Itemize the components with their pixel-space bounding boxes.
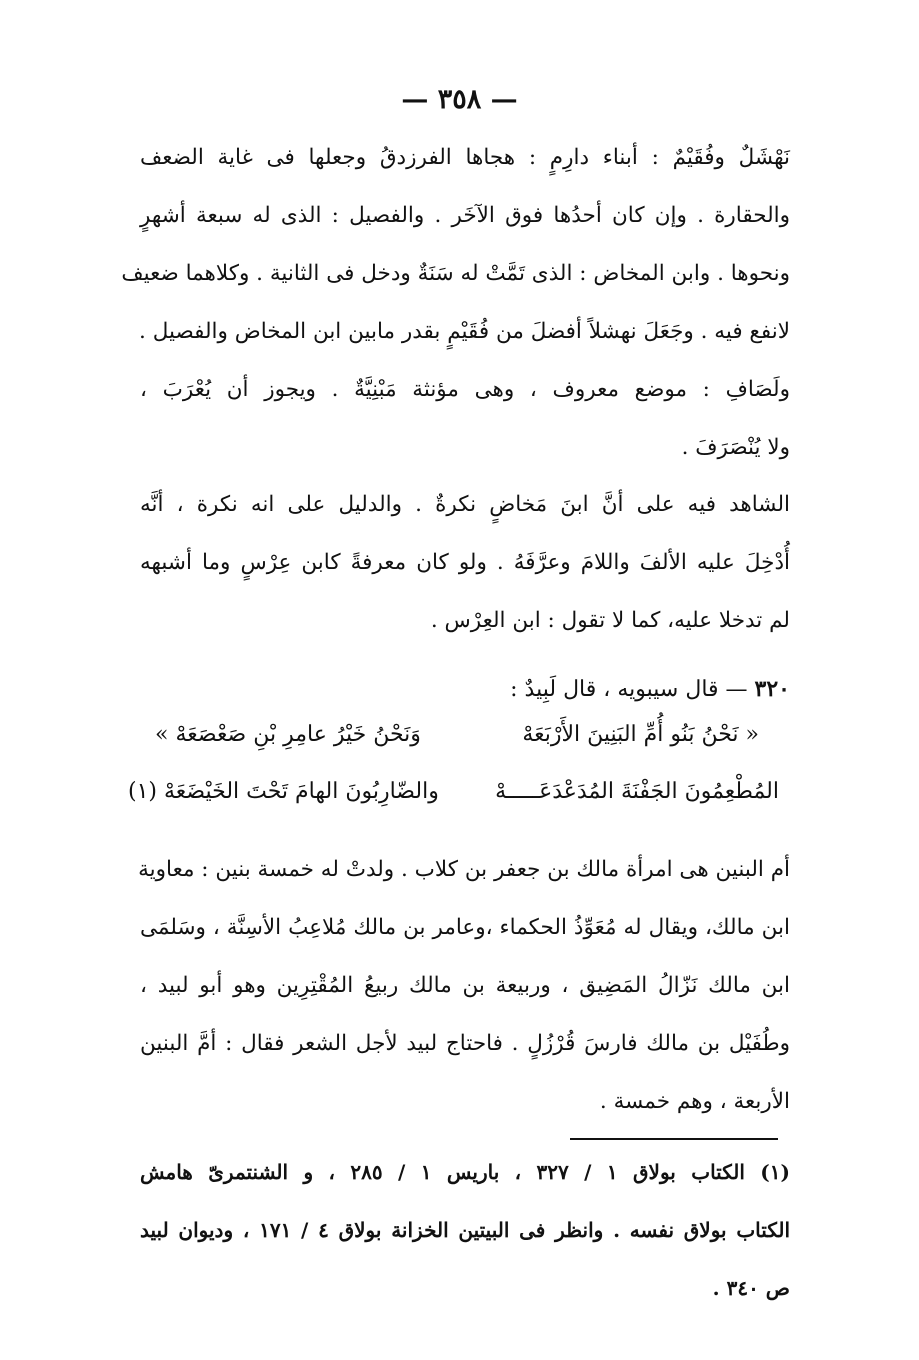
text-line: أُدْخِلَ عليه الألفَ واللامَ وعرَّفَهُ . ولو كان معرفةً كابن عِرْسٍ وما أشبهه: [140, 550, 790, 575]
text-line: الشاهد فيه على أنَّ ابنَ مَخاضٍ نكرةٌ . والدليل على انه نكرة ، أنَّه: [140, 492, 790, 517]
paragraph-evidence: [140, 476, 790, 650]
section-number: ٣٢٠: [754, 676, 790, 702]
section-heading: [140, 660, 790, 718]
text-line: الأربعة ، وهم خمسة .: [599, 1089, 790, 1114]
text-line: ولَصَافِ : موضع معروف ، وهى مؤنثة مَبْنِيَّةٌ . ويجوز أن يُعْرَبَ ،: [140, 377, 790, 402]
text-line: والحقارة . وإن كان أحدُها فوق الآخَر . والفصيل : الذى له سبعة أشهرٍ: [140, 203, 790, 228]
paragraph-commentary: [121, 129, 790, 477]
verse-hemistich-first: المُطْعِمُونَ الجَفْنَةَ المُدَعْدَعَـــــهْ: [495, 779, 779, 804]
page-number: — ٣٥٨ —: [401, 84, 518, 115]
text-line: ونحوها . وابن المخاض : الذى تَمَّتْ له سَنَةٌ ودخل فى الثانية . وكلاهما ضعيف: [121, 261, 790, 286]
text-line: أم البنين هى امرأة مالك بن جعفر بن كلاب . ولدتْ له خمسة بنين : معاوية: [138, 857, 790, 882]
verse-hemistich-second: والضّارِبُونَ الهامَ تَحْتَ الخَيْضَعَهْ (١): [128, 779, 439, 804]
section-title: — قال سيبويه ، قال لَبِيدٌ :: [510, 677, 748, 702]
text-line: لانفع فيه . وجَعَلَ نهشلاً أفضلَ من فُقَيْمٍ بقدر مابين ابن المخاض والفصيل .: [139, 319, 790, 344]
text-line: ولا يُنْصَرَفَ .: [681, 435, 790, 460]
footnote-line: ص ٣٤٠ .: [712, 1276, 790, 1300]
verse-hemistich-first: « نَحْنُ بَنُو أُمِّ البَنِينَ الأَرْبَعَهْ: [522, 722, 759, 747]
footnote-line: الكتاب بولاق نفسه . وانظر فى البيتين الخزانة بولاق ٤ / ١٧١ ، وديوان لبيد: [140, 1218, 791, 1242]
text-line: نَهْشَلٌ وفُقَيْمٌ : أبناء دارِمٍ : هجاها الفرزدقُ وجعلها فى غاية الضعف: [140, 145, 790, 170]
text-line: ابن مالك، ويقال له مُعَوِّذُ الحكماء ،وعامر بن مالك مُلاعِبُ الأسِنَّة ، وسَلمَى: [140, 915, 790, 940]
footnote: [140, 1143, 790, 1317]
text-line: ابن مالك نَزّالُ المَضِيق ، وربيعة بن مالك ربيعُ المُقْتِرِين وهو أبو لبيد ،: [140, 973, 790, 998]
paragraph-explanation: [140, 841, 790, 1131]
footnote-divider: [570, 1138, 778, 1140]
verse-hemistich-second: وَنَحْنُ خَيْرُ عامِرِ بْنِ صَعْصَعَهْ »: [155, 722, 421, 747]
footnote-line: (١) الكتاب بولاق ١ / ٣٢٧ ، باريس ١ / ٢٨٥ ، و الشنتمرىّ هامش: [140, 1160, 790, 1184]
text-line: وطُفَيْل بن مالك فارسَ قُرْزُلٍ . فاحتاج لبيد لأجل الشعر فقال : أمَّ البنين: [140, 1031, 790, 1056]
text-line: لم تدخلا عليه، كما لا تقول : ابن العِرْس .: [430, 608, 790, 633]
